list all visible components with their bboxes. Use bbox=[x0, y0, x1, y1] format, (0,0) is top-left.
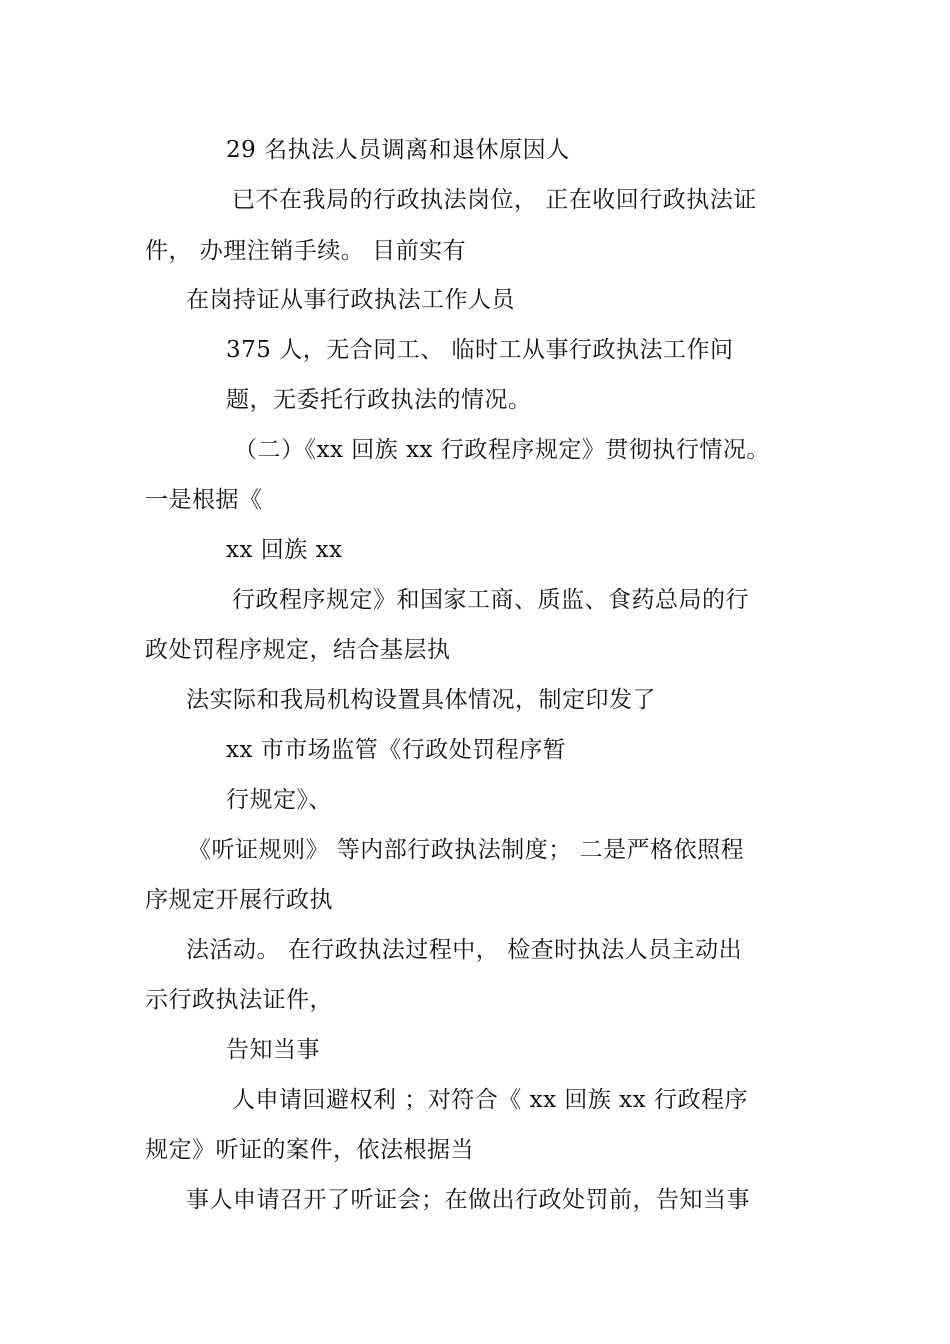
text-line: 《听证规则》 等内部行政执法制度； 二是严格依照程 bbox=[188, 837, 745, 863]
text-line: 一是根据《 bbox=[145, 487, 263, 513]
text-line: 人申请回避权利 ；对符合《 xx 回族 xx 行政程序 bbox=[232, 1087, 748, 1113]
text-line: 法实际和我局机构设置具体情况，制定印发了 bbox=[186, 687, 656, 713]
text-line: xx 市市场监管《行政处罚程序暂 bbox=[226, 737, 567, 763]
text-line: 题，无委托行政执法的情况。 bbox=[226, 387, 532, 413]
text-line: xx 回族 xx bbox=[226, 537, 343, 563]
text-line: 法活动。 在行政执法过程中， 检查时执法人员主动出 bbox=[186, 937, 743, 963]
text-line: 件， 办理注销手续。 目前实有 bbox=[145, 238, 467, 264]
text-line: 事人申请召开了听证会；在做出行政处罚前，告知当事 bbox=[186, 1187, 750, 1213]
text-line: 375 人，无合同工、 临时工从事行政执法工作问 bbox=[226, 337, 734, 363]
text-line: 规定》听证的案件，依法根据当 bbox=[145, 1137, 474, 1163]
text-line: 政处罚程序规定，结合基层执 bbox=[145, 637, 451, 663]
section-heading: （二）《xx 回族 xx 行政程序规定》贯彻执行情况。 bbox=[234, 437, 770, 463]
text-line: 示行政执法证件， bbox=[145, 987, 333, 1013]
text-line: 序规定开展行政执 bbox=[145, 887, 333, 913]
text-line: 已不在我局的行政执法岗位， 正在收回行政执法证 bbox=[232, 187, 757, 213]
text-line: 行规定》、 bbox=[226, 787, 332, 813]
text-line: 告知当事 bbox=[226, 1037, 320, 1063]
text-line: 在岗持证从事行政执法工作人员 bbox=[186, 287, 515, 313]
text-line: 29 名执法人员调离和退休原因人 bbox=[226, 137, 570, 163]
text-line: 行政程序规定》和国家工商、质监、食药总局的行 bbox=[232, 587, 749, 613]
